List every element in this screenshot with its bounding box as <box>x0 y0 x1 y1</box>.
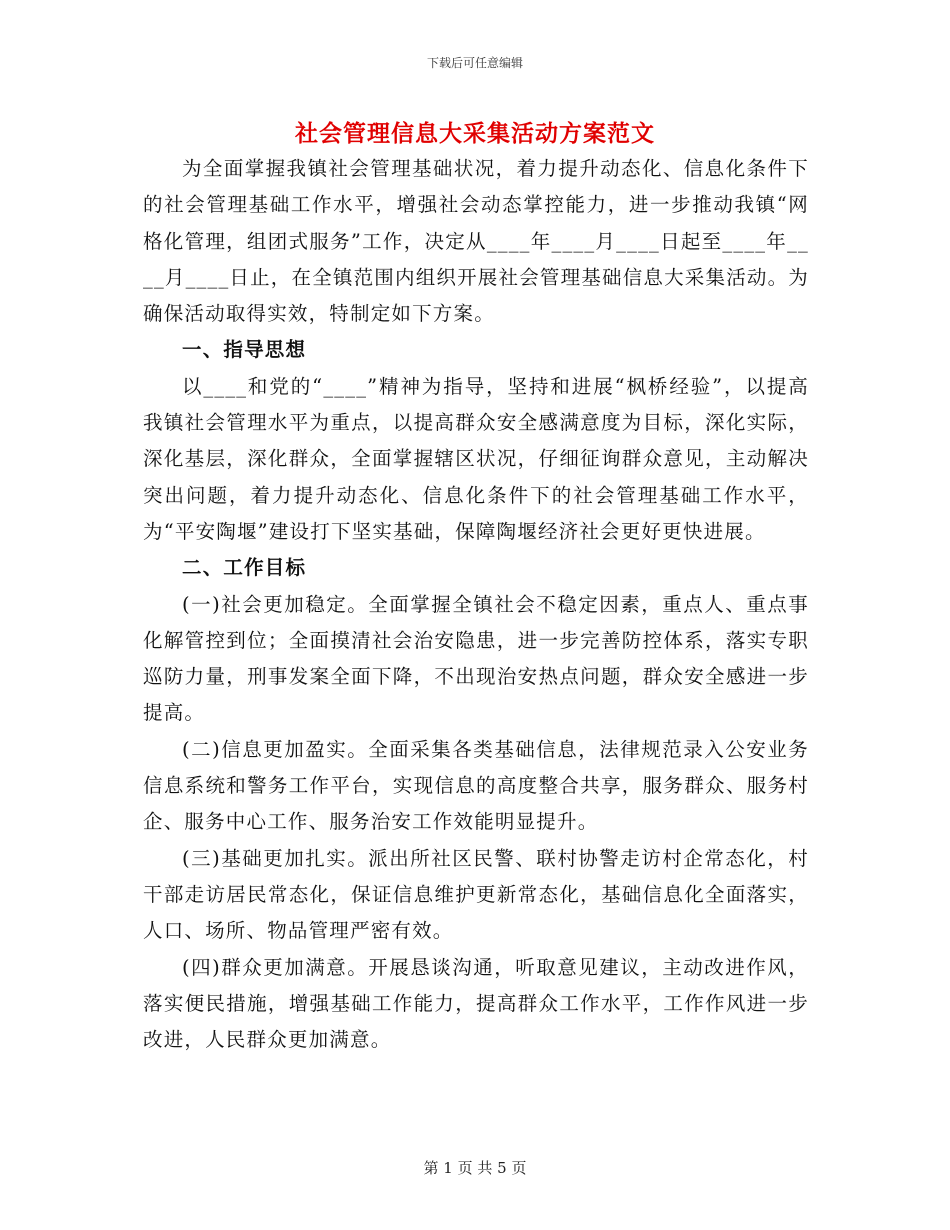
goal-paragraph-1: (一)社会更加稳定。全面掌握全镇社会不稳定因素，重点人、重点事化解管控到位；全面摸清社会治安隐患，进一步完善防控体系，落实专职巡防力量，刑事发案全面下降，不出现治安热点问题，群众安全感进一步提高。 <box>143 592 809 725</box>
intro-paragraph: 为全面掌握我镇社会管理基础状况，着力提升动态化、信息化条件下的社会管理基础工作水平，增强社会动态掌控能力，进一步推动我镇“网格化管理，组团式服务”工作，决定从____年____月____日起至____年____月____日止，在全镇范围内组织开展社会管理基础信息大采集活动。为确保活动取得实效，特制定如下方案。 <box>143 157 810 326</box>
section-heading-guiding-ideology: 一、指导思想 <box>182 338 307 362</box>
goal-paragraph-4: (四)群众更加满意。开展恳谈沟通，听取意见建议，主动改进作风，落实便民措施，增强基础工作能力，提高群众工作水平，工作作风进一步改进，人民群众更加满意。 <box>143 955 809 1052</box>
page-header-note: 下载后可任意编辑 <box>426 56 523 70</box>
page-number-footer: 第 1 页 共 5 页 <box>423 1159 527 1177</box>
guiding-ideology-paragraph: 以____和党的“____”精神为指导，坚持和进展“枫桥经验”，以提高我镇社会管理水平为重点，以提高群众安全感满意度为目标，深化实际，深化基层，深化群众，全面掌握辖区状况，仔细征询群众意见，主动解决突出问题，着力提升动态化、信息化条件下的社会管理基础工作水平，为“平安陶堰”建设打下坚实基础，保障陶堰经济社会更好更快进展。 <box>143 374 809 543</box>
document-title: 社会管理信息大采集活动方案范文 <box>295 121 655 147</box>
document-body <box>143 151 809 1058</box>
section-heading-work-goals: 二、工作目标 <box>182 556 307 580</box>
goal-paragraph-2: (二)信息更加盈实。全面采集各类基础信息，法律规范录入公安业务信息系统和警务工作平台，实现信息的高度整合共享，服务群众、服务村企、服务中心工作、服务治安工作效能明显提升。 <box>143 737 809 834</box>
goal-paragraph-3: (三)基础更加扎实。派出所社区民警、联村协警走访村企常态化，村干部走访居民常态化，保证信息维护更新常态化，基础信息化全面落实，人口、场所、物品管理严密有效。 <box>143 846 809 943</box>
